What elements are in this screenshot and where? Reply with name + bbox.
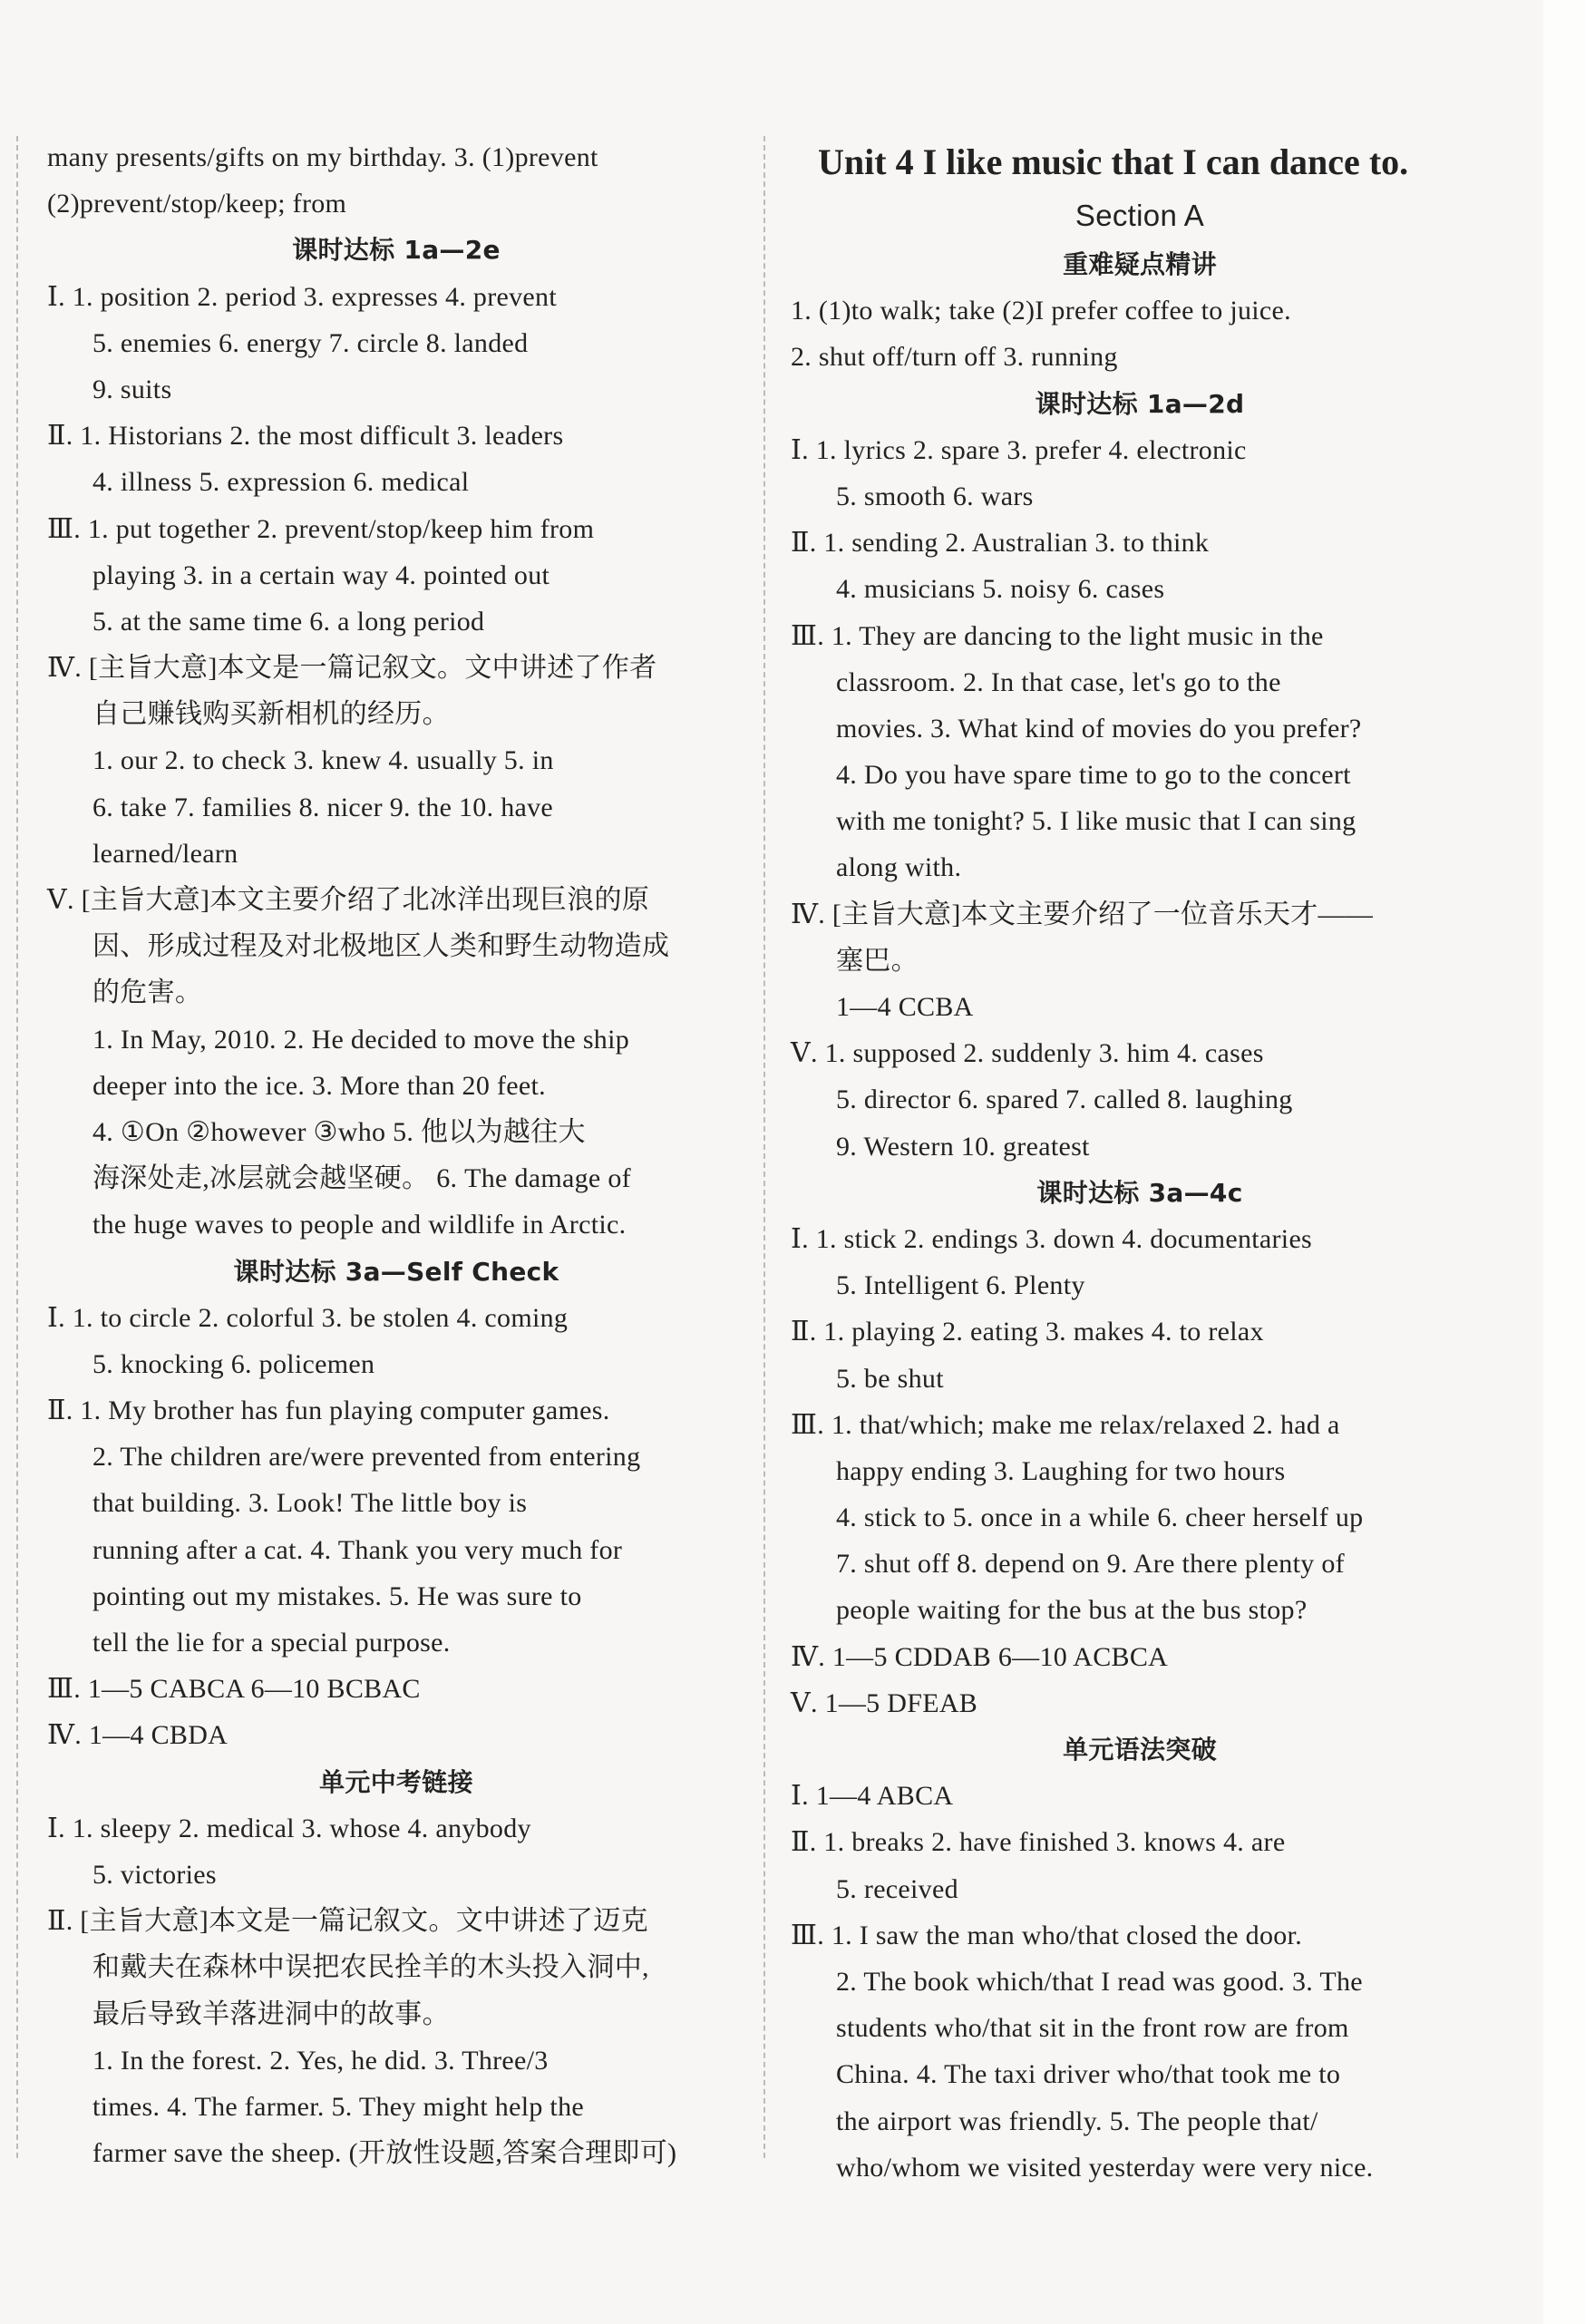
answer-line: deeper into the ice. 3. More than 20 feet. <box>92 1070 546 1101</box>
answer-line: movies. 3. What kind of movies do you prefer? <box>836 713 1362 744</box>
answer-line: 5. Intelligent 6. Plenty <box>836 1270 1085 1301</box>
section-heading: 课时达标 3a—4c <box>1036 1177 1243 1208</box>
answer-line: Ⅲ. 1—5 CABCA 6—10 BCBAC <box>47 1674 421 1705</box>
left-margin-rule <box>16 136 18 2158</box>
answer-line: Ⅰ. 1. stick 2. endings 3. down 4. documentaries <box>791 1223 1313 1254</box>
answer-line: Ⅳ. 1—5 CDDAB 6—10 ACBCA <box>791 1641 1169 1672</box>
answer-line: 4. musicians 5. noisy 6. cases <box>836 574 1165 605</box>
answer-line: 4. illness 5. expression 6. medical <box>92 467 470 498</box>
answer-line: that building. 3. Look! The little boy is <box>92 1488 528 1519</box>
answer-line: Ⅰ. 1. to circle 2. colorful 3. be stolen 4. coming <box>47 1302 569 1333</box>
answer-line: 2. The children are/were prevented from entering <box>92 1442 641 1473</box>
answer-line: 4. stick to 5. once in a while 6. cheer herself up <box>836 1502 1364 1533</box>
answer-line: 5. at the same time 6. a long period <box>92 606 485 637</box>
answer-line: the airport was friendly. 5. The people that/ <box>836 2105 1318 2136</box>
answer-line: Ⅱ. 1. My brother has fun playing computer games. <box>47 1395 610 1426</box>
answer-line: 1. In May, 2010. 2. He decided to move the ship <box>92 1024 630 1055</box>
answer-line: 7. shut off 8. depend on 9. Are there plenty of <box>836 1549 1345 1580</box>
answer-line: Ⅱ. 1. playing 2. eating 3. makes 4. to relax <box>791 1317 1264 1347</box>
answer-line: times. 4. The farmer. 5. They might help the <box>92 2091 584 2122</box>
answer-line: running after a cat. 4. Thank you very much for <box>92 1534 623 1565</box>
answer-line: 5. smooth 6. wars <box>836 481 1034 511</box>
answer-line: along with. <box>836 852 962 883</box>
answer-line: 的危害。 <box>92 977 203 1008</box>
answer-line: 5. victories <box>92 1859 217 1890</box>
answer-line: 5. director 6. spared 7. called 8. laughing <box>836 1084 1293 1115</box>
answer-line: Ⅱ. [主旨大意]本文是一篇记叙文。文中讲述了迈克 <box>47 1906 648 1937</box>
answer-line: who/whom we visited yesterday were very nice. <box>836 2152 1374 2183</box>
answer-line: 5. be shut <box>836 1363 944 1394</box>
answer-line: playing 3. in a certain way 4. pointed out <box>92 559 550 590</box>
right-column <box>791 134 1489 2191</box>
answer-line: 2. The book which/that I read was good. 3. The <box>836 1966 1363 1997</box>
answer-line: Ⅱ. 1. sending 2. Australian 3. to think <box>791 528 1210 559</box>
section-title: Section A <box>1074 199 1205 232</box>
section-heading: 重难疑点精讲 <box>1063 249 1217 279</box>
answer-line: 5. enemies 6. energy 7. circle 8. landed <box>92 327 529 358</box>
answer-line: 1. our 2. to check 3. knew 4. usually 5. in <box>92 745 554 776</box>
answer-line: Ⅰ. 1. position 2. period 3. expresses 4. prevent <box>47 281 557 312</box>
answer-line: classroom. 2. In that case, let's go to the <box>836 666 1281 697</box>
answer-line: 因、形成过程及对北极地区人类和野生动物造成 <box>92 931 670 962</box>
answer-line: pointing out my mistakes. 5. He was sure to <box>92 1580 582 1611</box>
answer-line: Ⅳ. [主旨大意]本文是一篇记叙文。文中讲述了作者 <box>47 653 657 684</box>
answer-line: students who/that sit in the front row are from <box>836 2013 1349 2044</box>
answer-line: Ⅱ. 1. breaks 2. have finished 3. knows 4. are <box>791 1827 1286 1858</box>
answer-line: 塞巴。 <box>836 945 919 976</box>
unit-title: Unit 4 I like music that I can dance to. <box>818 141 1409 182</box>
answer-line: Ⅳ. [主旨大意]本文主要介绍了一位音乐天才—— <box>791 899 1374 929</box>
answer-line: Ⅱ. 1. Historians 2. the most difficult 3. leaders <box>47 421 564 452</box>
answer-line: 5. knocking 6. policemen <box>92 1348 375 1379</box>
answer-line: 9. suits <box>92 374 172 404</box>
section-heading: 单元中考链接 <box>319 1766 473 1797</box>
column-divider <box>763 136 765 2158</box>
answer-line: with me tonight? 5. I like music that I can sing <box>836 806 1356 837</box>
answer-line: 和戴夫在森林中误把农民拴羊的木头投入洞中, <box>92 1952 649 1983</box>
answer-line: Ⅰ. 1—4 ABCA <box>791 1781 954 1812</box>
answer-line: happy ending 3. Laughing for two hours <box>836 1455 1286 1486</box>
answer-line: Ⅳ. 1—4 CBDA <box>47 1720 229 1751</box>
answer-line: 1—4 CCBA <box>836 992 974 1022</box>
answer-line: 9. Western 10. greatest <box>836 1131 1090 1162</box>
answer-line: many presents/gifts on my birthday. 3. (1)prevent <box>47 142 598 172</box>
answer-line: China. 4. The taxi driver who/that took me to <box>836 2059 1341 2090</box>
left-column <box>47 134 745 2176</box>
answer-line: Ⅴ. [主旨大意]本文主要介绍了北冰洋出现巨浪的原 <box>47 885 650 915</box>
answer-line: Ⅲ. 1. They are dancing to the light music in the <box>791 620 1324 651</box>
answer-line: Ⅰ. 1. sleepy 2. medical 3. whose 4. anybody <box>47 1813 531 1843</box>
answer-line: 最后导致羊落进洞中的故事。 <box>92 1998 450 2029</box>
answer-line: Ⅰ. 1. lyrics 2. spare 3. prefer 4. electronic <box>791 434 1247 465</box>
answer-line: Ⅴ. 1. supposed 2. suddenly 3. him 4. cases <box>791 1038 1264 1069</box>
answer-line: 4. Do you have spare time to go to the concert <box>836 760 1351 791</box>
answer-line: 1. In the forest. 2. Yes, he did. 3. Three/3 <box>92 2045 549 2076</box>
answer-line: 自己赚钱购买新相机的经历。 <box>92 699 450 730</box>
section-heading: 课时达标 1a—2e <box>292 235 501 266</box>
answer-line: farmer save the sheep. (开放性设题,答案合理即可) <box>92 2138 677 2169</box>
answer-line: 2. shut off/turn off 3. running <box>791 342 1118 373</box>
section-heading: 课时达标 1a—2d <box>1035 388 1245 419</box>
answer-line: people waiting for the bus at the bus stop? <box>836 1595 1308 1626</box>
answer-line: Ⅲ. 1. that/which; make me relax/relaxed 2. had a <box>791 1409 1340 1440</box>
answer-line: 6. take 7. families 8. nicer 9. the 10. have <box>92 792 554 822</box>
answer-line: 海深处走,冰层就会越坚硬。 6. The damage of <box>92 1163 631 1194</box>
answer-line: (2)prevent/stop/keep; from <box>47 189 347 219</box>
answer-line: Ⅴ. 1—5 DFEAB <box>791 1687 978 1718</box>
section-heading: 课时达标 3a—Self Check <box>233 1256 559 1287</box>
answer-line: 5. received <box>836 1873 958 1904</box>
answer-line: the huge waves to people and wildlife in Arctic. <box>92 1210 627 1240</box>
answer-line: 1. (1)to walk; take (2)I prefer coffee to juice. <box>791 296 1291 326</box>
answer-line: Ⅲ. 1. put together 2. prevent/stop/keep him from <box>47 513 595 544</box>
answer-line: tell the lie for a special purpose. <box>92 1628 451 1658</box>
answer-line: 4. ①On ②however ③who 5. 他以为越往大 <box>92 1116 586 1147</box>
page-edge <box>1543 0 1585 2324</box>
section-heading: 单元语法突破 <box>1063 1735 1217 1765</box>
answer-line: learned/learn <box>92 838 238 869</box>
answer-line: Ⅲ. 1. I saw the man who/that closed the door. <box>791 1920 1302 1950</box>
